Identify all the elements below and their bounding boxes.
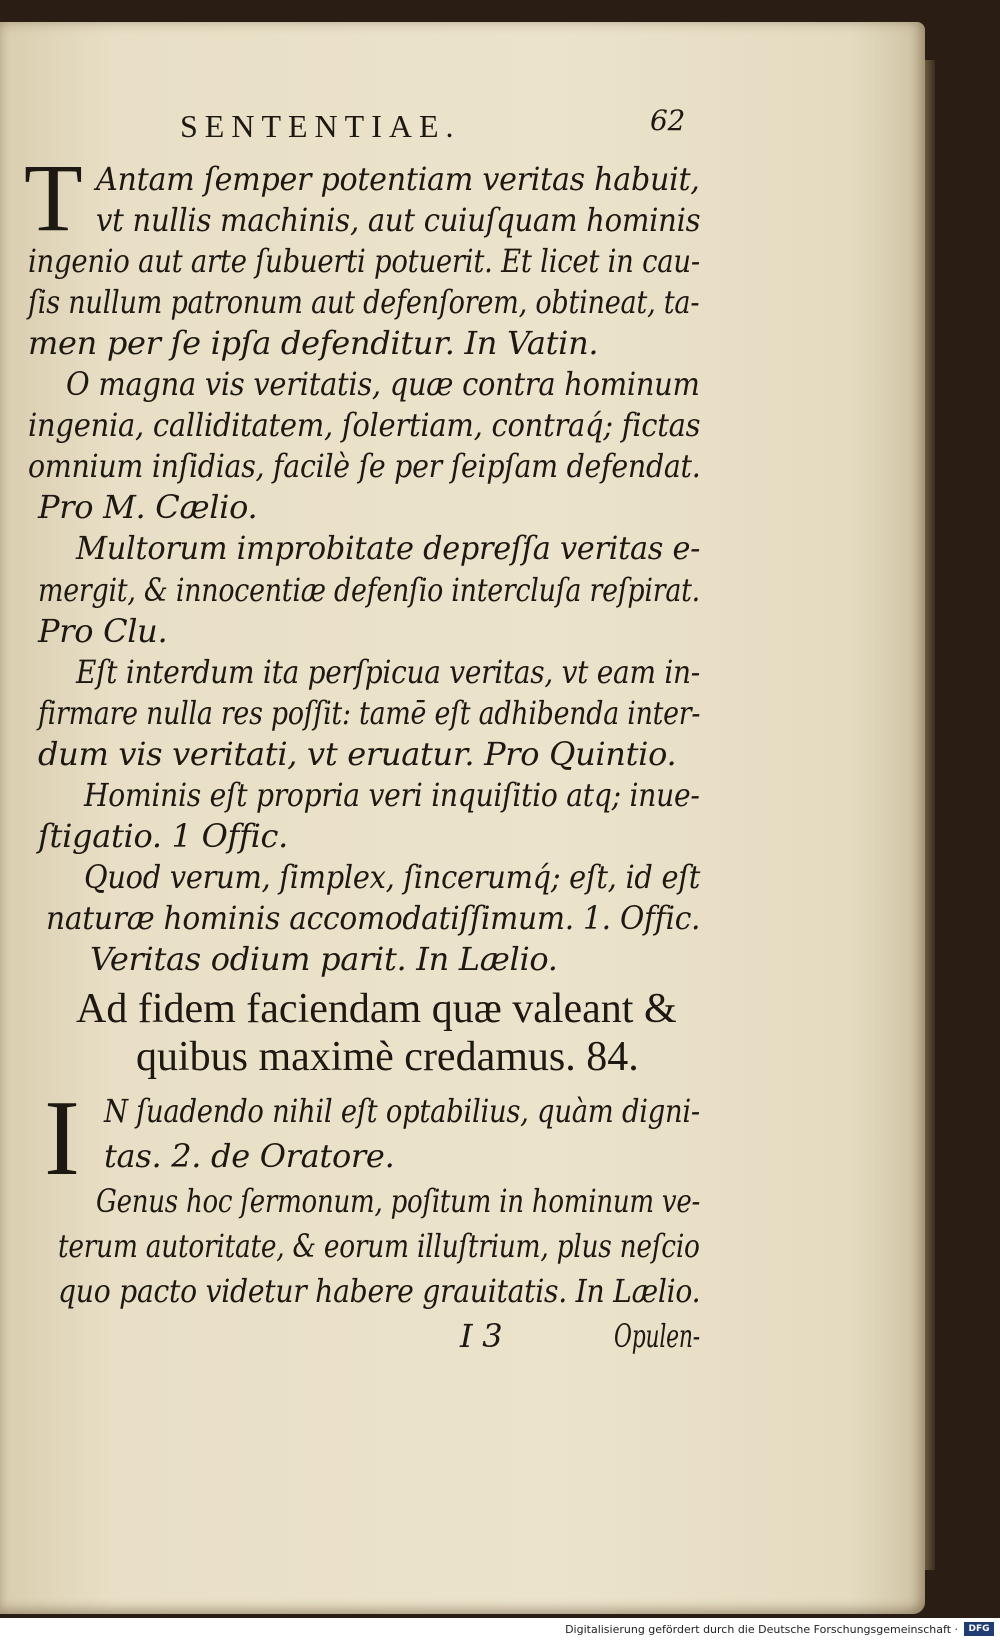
- catchword: Opulen-: [614, 1317, 700, 1355]
- text-line: firmare nulla res poſſit: tamē eſt adhibenda inter-: [38, 694, 701, 732]
- text-line: Hominis eſt propria veri inquiſitio atq; inue-: [84, 776, 700, 814]
- text-line: Veritas odium parit. In Lælio.: [90, 940, 558, 978]
- running-head: SENTENTIAE.: [180, 108, 461, 144]
- text-line: naturæ hominis accomodatiſſimum. 1. Offic.: [46, 899, 701, 937]
- signature-mark: I 3: [460, 1317, 503, 1355]
- section-heading-line-1: Ad fidem faciendam quæ valeant &: [76, 986, 677, 1032]
- drop-cap-i: I: [44, 1079, 80, 1198]
- text-line: Genus hoc ſermonum, poſitum in hominum ve-: [96, 1182, 701, 1220]
- drop-cap-t: T: [24, 144, 83, 251]
- footer-credit: Digitalisierung gefördert durch die Deutsche Forschungsgemeinschaft ·: [565, 1623, 958, 1636]
- text-line: Multorum improbitate depreſſa veritas e-: [76, 529, 701, 567]
- page-number: 62: [650, 104, 686, 137]
- text-line: tas. 2. de Oratore.: [104, 1137, 395, 1175]
- text-line: men per ſe ipſa defenditur. In Vatin.: [28, 324, 599, 362]
- text-line: quo pacto videtur habere grauitatis. In Lælio.: [58, 1272, 701, 1310]
- text-line: ſtigatio. 1 Offic.: [38, 817, 289, 855]
- text-line: ſis nullum patronum aut defenſorem, obtineat, ta-: [28, 283, 700, 321]
- text-line: dum vis veritati, vt eruatur. Pro Quintio.: [38, 735, 677, 773]
- text-line: Antam ſemper potentiam veritas habuit,: [96, 160, 700, 198]
- text-line: O magna vis veritatis, quæ contra hominum: [66, 365, 700, 403]
- text-line: N ſuadendo nihil eſt optabilius, quàm digni-: [104, 1092, 700, 1130]
- text-line: Pro Clu.: [38, 612, 168, 650]
- text-line: ingenio aut arte ſubuerti potuerit. Et licet in cau-: [28, 242, 700, 280]
- text-line: omnium inſidias, facilè ſe per ſeipſam defendat.: [28, 447, 701, 485]
- section-heading-line-2: quibus maximè credamus. 84.: [136, 1034, 639, 1080]
- text-line: Eſt interdum ita perſpicua veritas, vt eam in-: [76, 653, 700, 691]
- text-line: Pro M. Cælio.: [38, 488, 258, 526]
- text-line: Quod verum, ſimplex, ſincerumq́; eſt, id eſt: [84, 858, 701, 896]
- text-line: vt nullis machinis, aut cuiuſquam hominis: [96, 201, 701, 239]
- text-line: terum autoritate, & eorum illuſtrium, plus neſcio: [58, 1227, 700, 1265]
- text-line: ingenia, calliditatem, ſolertiam, contraq́; fictas: [28, 406, 701, 444]
- page-edge: [925, 60, 935, 1570]
- dfg-logo-icon: DFG: [964, 1622, 994, 1636]
- text-line: mergit, & innocentiæ defenſio intercluſa reſpirat.: [38, 571, 700, 609]
